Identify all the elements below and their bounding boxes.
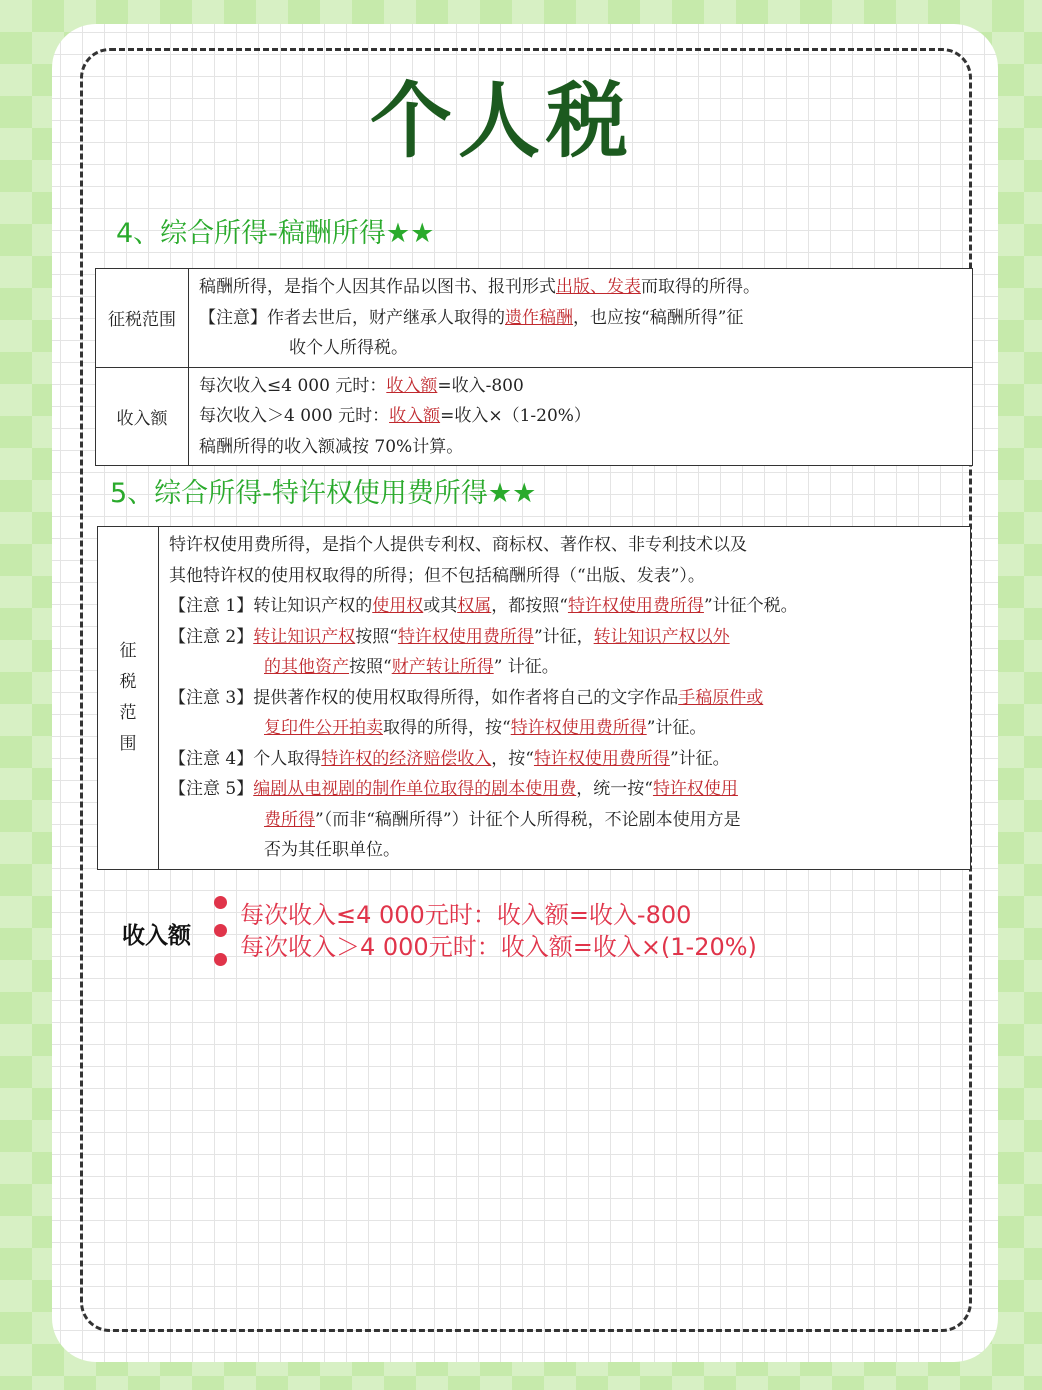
text-segment: ”计征。 xyxy=(669,748,730,769)
highlight-term: 特许权使用费所得 xyxy=(567,596,704,616)
text-segment: 收个人所得税。 xyxy=(289,338,408,358)
highlight-term: 权属 xyxy=(457,596,492,616)
bullet-dot-icon xyxy=(214,896,227,909)
text-segment: ，也应按“稿酬所得”征 xyxy=(573,307,744,328)
franchise-income-table xyxy=(97,526,971,870)
table-row xyxy=(96,269,973,368)
text-segment: ，按“ xyxy=(491,748,534,769)
highlight-term: 复印件公开拍卖 xyxy=(264,718,383,738)
highlight-term: 特许权使用费所得 xyxy=(510,718,647,738)
text-line xyxy=(199,333,962,364)
bullet-dot-icon xyxy=(214,924,227,937)
text-segment: 稿酬所得，是指个人因其作品以图书、报刊形式 xyxy=(199,277,556,297)
text-segment: 【注意 2】 xyxy=(169,626,254,647)
text-segment: ，都按照“ xyxy=(491,596,568,616)
income-rule-line: 每次收入≤4 000元时：收入额=收入-800 xyxy=(240,901,692,929)
text-segment: 【注意 3】提供著作权的使用权取得所得，如作者将自己的文字作品 xyxy=(169,687,679,708)
text-segment: 【注意 5】 xyxy=(169,779,254,799)
text-segment: 按照“ xyxy=(355,626,398,647)
text-segment: 【注意 1】转让知识产权的 xyxy=(169,596,373,616)
page-title: 个人税 xyxy=(370,74,635,169)
text-line xyxy=(199,432,962,463)
highlight-term: 费所得 xyxy=(264,809,315,830)
text-line xyxy=(169,652,960,683)
text-line xyxy=(169,835,960,866)
text-segment: =收入×（1-20%） xyxy=(440,406,591,426)
text-segment: 而取得的所得。 xyxy=(641,277,760,297)
text-segment: ，统一按“ xyxy=(576,779,653,799)
text-line xyxy=(199,401,962,432)
text-segment: 每次收入＞4 000 元时： xyxy=(199,406,390,426)
row-label-scope xyxy=(98,527,159,870)
text-segment: ”计征， xyxy=(533,626,594,647)
text-line xyxy=(199,272,962,303)
highlight-term: 特许权的经济赔偿收入 xyxy=(321,748,492,769)
section-5-heading: 5、综合所得-特许权使用费所得★★ xyxy=(110,478,537,509)
text-segment: 按照“ xyxy=(349,657,392,677)
highlight-term: 财产转让所得 xyxy=(391,657,494,677)
row-content xyxy=(189,269,973,368)
highlight-term: 出版、发表 xyxy=(556,277,641,297)
text-line xyxy=(169,622,960,653)
row-label-scope: 征税范围 xyxy=(96,269,189,368)
text-segment: 其他特许权的使用权取得的所得；但不包括稿酬所得（“出版、发表”）。 xyxy=(169,565,705,586)
highlight-term: 收入额 xyxy=(389,406,441,426)
text-line xyxy=(169,591,960,622)
text-segment: 取得的所得，按“ xyxy=(383,718,511,738)
text-line xyxy=(169,561,960,592)
highlight-term: 转让知识产权以外 xyxy=(593,626,730,647)
highlight-term: 使用权 xyxy=(372,596,424,616)
highlight-term: 特许权使用 xyxy=(652,779,738,799)
table-row xyxy=(98,527,971,870)
bullet-dot-icon xyxy=(214,953,227,966)
row-content xyxy=(189,367,973,466)
highlight-term: 编剧从电视剧的制作单位取得的剧本使用费 xyxy=(253,779,577,799)
text-segment: 每次收入≤4 000 元时： xyxy=(199,375,387,396)
highlight-term: 收入额 xyxy=(386,375,438,396)
text-segment: ”计征。 xyxy=(646,718,707,738)
text-line xyxy=(199,303,962,334)
text-segment: ” 计征。 xyxy=(493,657,559,677)
text-segment: 否为其任职单位。 xyxy=(264,840,400,860)
row-label-income: 收入额 xyxy=(96,367,189,466)
table-row xyxy=(96,367,973,466)
highlight-term: 特许权使用费所得 xyxy=(533,748,670,769)
text-segment: 【注意 4】个人取得 xyxy=(169,748,322,769)
text-segment: ”（而非“稿酬所得”）计征个人所得税，不论剧本使用方是 xyxy=(315,809,741,830)
highlight-term: 遗作稿酬 xyxy=(505,307,573,328)
text-segment: 【注意】作者去世后，财产继承人取得的 xyxy=(199,307,505,328)
text-line xyxy=(169,774,960,805)
text-line xyxy=(169,744,960,775)
text-segment: ”计征个税。 xyxy=(703,596,798,616)
text-line xyxy=(169,805,960,836)
text-line xyxy=(199,371,962,402)
income-rule-line: 每次收入＞4 000元时：收入额=收入×(1-20%) xyxy=(240,933,757,961)
text-segment: 稿酬所得的收入额减按 70%计算。 xyxy=(199,436,464,457)
income-label: 收入额 xyxy=(122,923,191,949)
text-segment: 特许权使用费所得，是指个人提供专利权、商标权、著作权、非专利技术以及 xyxy=(169,535,747,555)
highlight-term: 转让知识产权 xyxy=(253,626,356,647)
text-line xyxy=(169,530,960,561)
highlight-term: 手稿原件或 xyxy=(678,687,764,708)
royalty-income-table xyxy=(95,268,973,466)
text-segment: =收入-800 xyxy=(437,375,524,396)
row-content xyxy=(159,527,971,870)
highlight-term: 特许权使用费所得 xyxy=(397,626,534,647)
text-line xyxy=(169,683,960,714)
highlight-term: 的其他资产 xyxy=(264,657,349,677)
text-line xyxy=(169,713,960,744)
section-4-heading: 4、综合所得-稿酬所得★★ xyxy=(116,218,435,249)
vertical-label: 征税范围 xyxy=(119,640,137,754)
text-segment: 或其 xyxy=(423,596,458,616)
